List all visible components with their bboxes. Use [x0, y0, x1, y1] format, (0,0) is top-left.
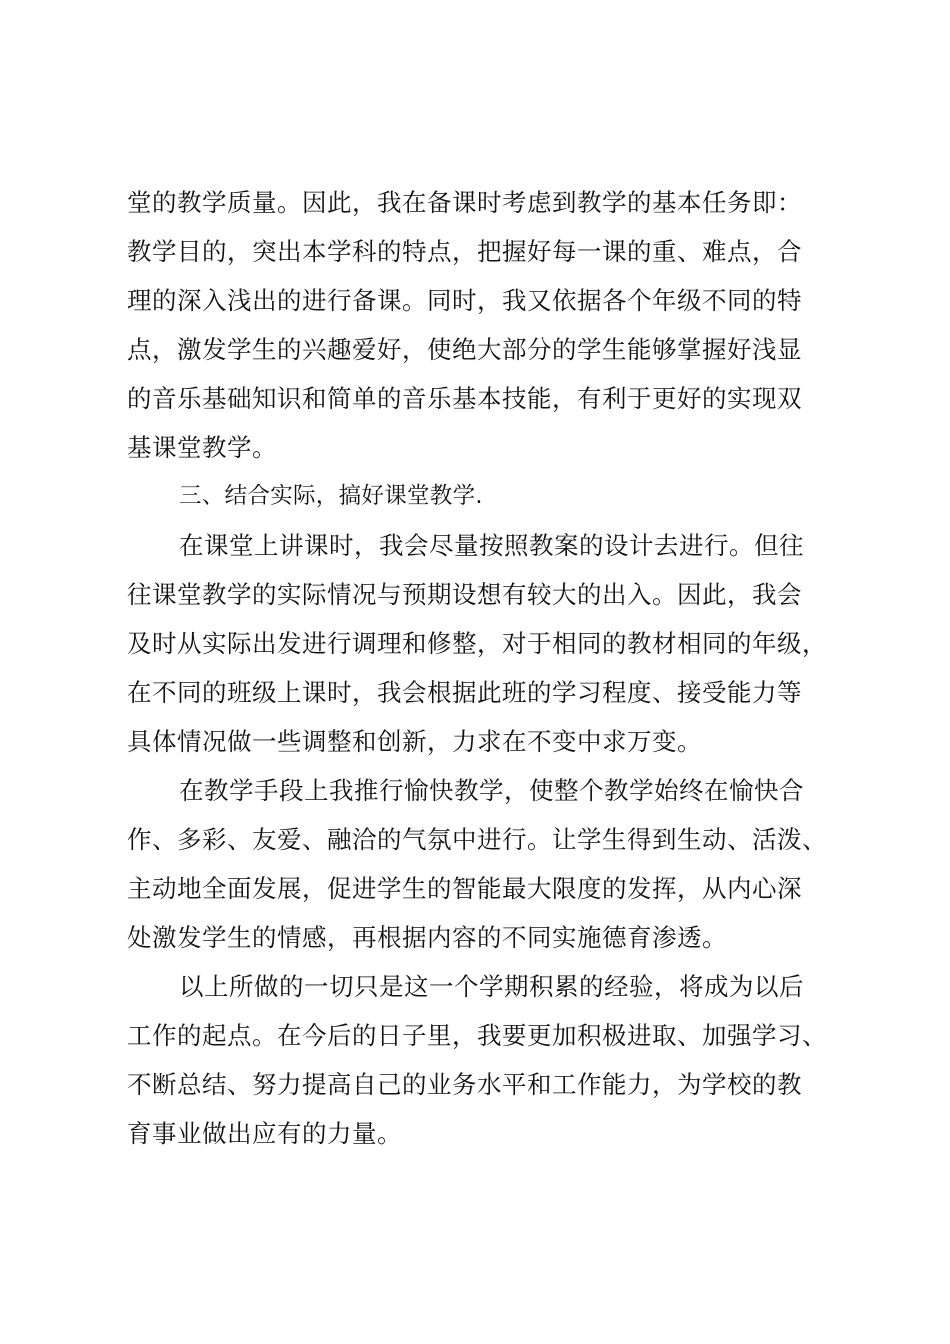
- text-line: 具体情况做一些调整和创新，力求在不变中求万变。: [127, 727, 702, 756]
- text-line: 作、多彩、友爱、融洽的气氛中进行。让学生得到生动、活泼、: [127, 825, 827, 854]
- text-line: 往课堂教学的实际情况与预期设想有较大的出入。因此，我会: [127, 580, 802, 609]
- text-line: 处激发学生的情感，再根据内容的不同实施德育渗透。: [127, 923, 727, 952]
- text-line: 的音乐基础知识和简单的音乐基本技能，有利于更好的实现双: [127, 384, 802, 413]
- text-line: 以上所做的一切只是这一个学期积累的经验，将成为以后: [179, 972, 804, 1001]
- text-line: 育事业做出应有的力量。: [127, 1119, 402, 1148]
- text-line: 及时从实际出发进行调理和修整，对于相同的教材相同的年级，: [127, 629, 827, 658]
- paragraph-classroom-teaching: [127, 521, 837, 766]
- paragraph-lesson-prep: [127, 178, 837, 472]
- text-line: 工作的起点。在今后的日子里，我要更加积极进取、加强学习、: [127, 1021, 827, 1050]
- paragraph-conclusion: [127, 962, 837, 1158]
- text-line: 主动地全面发展，促进学生的智能最大限度的发挥，从内心深: [127, 874, 802, 903]
- text-line: 堂的教学质量。因此，我在备课时考虑到教学的基本任务即：: [127, 188, 802, 217]
- heading-line: 三、结合实际，搞好课堂教学.: [179, 483, 483, 509]
- text-line: 基课堂教学。: [127, 433, 277, 462]
- text-line: 在不同的班级上课时，我会根据此班的学习程度、接受能力等: [127, 678, 802, 707]
- text-line: 在课堂上讲课时，我会尽量按照教案的设计去进行。但往: [179, 531, 804, 560]
- paragraph-teaching-methods: [127, 766, 837, 962]
- text-line: 在教学手段上我推行愉快教学，使整个教学始终在愉快合: [179, 776, 804, 805]
- text-line: 教学目的，突出本学科的特点，把握好每一课的重、难点，合: [127, 237, 802, 266]
- text-line: 理的深入浅出的进行备课。同时，我又依据各个年级不同的特: [127, 286, 802, 315]
- text-line: 不断总结、努力提高自己的业务水平和工作能力，为学校的教: [127, 1070, 802, 1099]
- text-line: 点，激发学生的兴趣爱好，使绝大部分的学生能够掌握好浅显: [127, 335, 802, 364]
- section-heading: [127, 472, 837, 521]
- document-body: [127, 178, 837, 1158]
